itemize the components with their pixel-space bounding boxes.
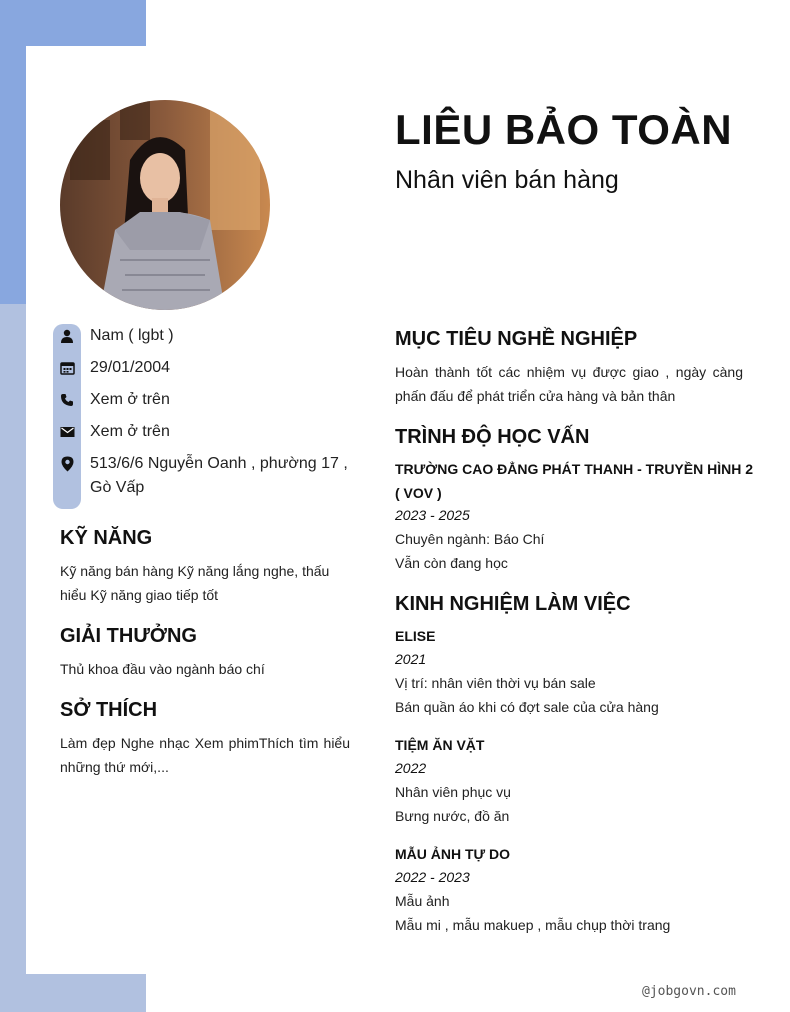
hobbies-text: Làm đẹp Nghe nhạc Xem phimThích tìm hiểu những thứ mới,... xyxy=(60,735,350,775)
experience-period: 2022 - 2023 xyxy=(395,869,470,885)
experience-period: 2022 xyxy=(395,760,427,776)
education-heading: TRÌNH ĐỘ HỌC VẤN xyxy=(395,426,590,448)
watermark: @jobgovn.com xyxy=(642,984,736,999)
awards-heading: GIẢI THƯỞNG xyxy=(60,625,197,647)
experience-company: TIỆM ĂN VẶT xyxy=(395,737,485,753)
contact-email-text: Xem ở trên xyxy=(90,423,170,440)
experience-company: ELISE xyxy=(395,628,436,644)
phone-icon xyxy=(58,392,76,408)
contact-address-text: 513/6/6 Nguyễn Oanh , phường 17 , Gò Vấp xyxy=(90,455,348,496)
experience-line: Nhân viên phục vụ xyxy=(395,784,511,800)
experience-line: Vị trí: nhân viên thời vụ bán sale xyxy=(395,675,596,691)
hobbies-heading: SỞ THÍCH xyxy=(60,699,158,721)
skills-heading: KỸ NĂNG xyxy=(60,527,153,549)
objective-text: Hoàn thành tốt các nhiệm vụ được giao , ngày càng phấn đấu để phát triển cửa hàng và bản thân xyxy=(395,364,743,404)
candidate-name: LIÊU BẢO TOÀN xyxy=(395,106,733,153)
education-school: TRƯỜNG CAO ĐẲNG PHÁT THANH - TRUYỀN HÌNH 2 ( VOV ) xyxy=(395,461,753,501)
awards-text: Thủ khoa đầu vào ngành báo chí xyxy=(60,661,265,677)
experience-period: 2021 xyxy=(395,651,427,667)
person-icon xyxy=(58,328,76,344)
calendar-icon xyxy=(58,360,76,376)
profile-photo xyxy=(60,100,270,310)
experience-line: Bán quần áo khi có đợt sale của cửa hàng xyxy=(395,699,659,715)
experience-heading: KINH NGHIỆM LÀM VIỆC xyxy=(395,593,631,615)
contact-gender-text: Nam ( lgbt ) xyxy=(90,327,174,344)
candidate-job-title: Nhân viên bán hàng xyxy=(395,166,619,194)
skills-text: Kỹ năng bán hàng Kỹ năng lắng nghe, thấu hiểu Kỹ năng giao tiếp tốt xyxy=(60,563,330,603)
education-period: 2023 - 2025 xyxy=(395,507,470,523)
location-pin-icon xyxy=(58,456,76,472)
objective-heading: MỤC TIÊU NGHỀ NGHIỆP xyxy=(395,328,638,350)
contact-birthdate-text: 29/01/2004 xyxy=(90,359,171,376)
contact-phone-text: Xem ở trên xyxy=(90,391,170,408)
experience-line: Mẫu ảnh xyxy=(395,893,450,909)
experience-line: Mẫu mi , mẫu makuep , mẫu chụp thời trang xyxy=(395,917,671,933)
experience-line: Bưng nước, đồ ăn xyxy=(395,808,510,824)
education-major: Chuyên ngành: Báo Chí xyxy=(395,531,545,547)
mail-icon xyxy=(58,424,76,440)
contact-icon-strip xyxy=(53,324,81,509)
experience-company: MẪU ẢNH TỰ DO xyxy=(395,846,511,862)
education-status: Vẫn còn đang học xyxy=(395,555,508,571)
